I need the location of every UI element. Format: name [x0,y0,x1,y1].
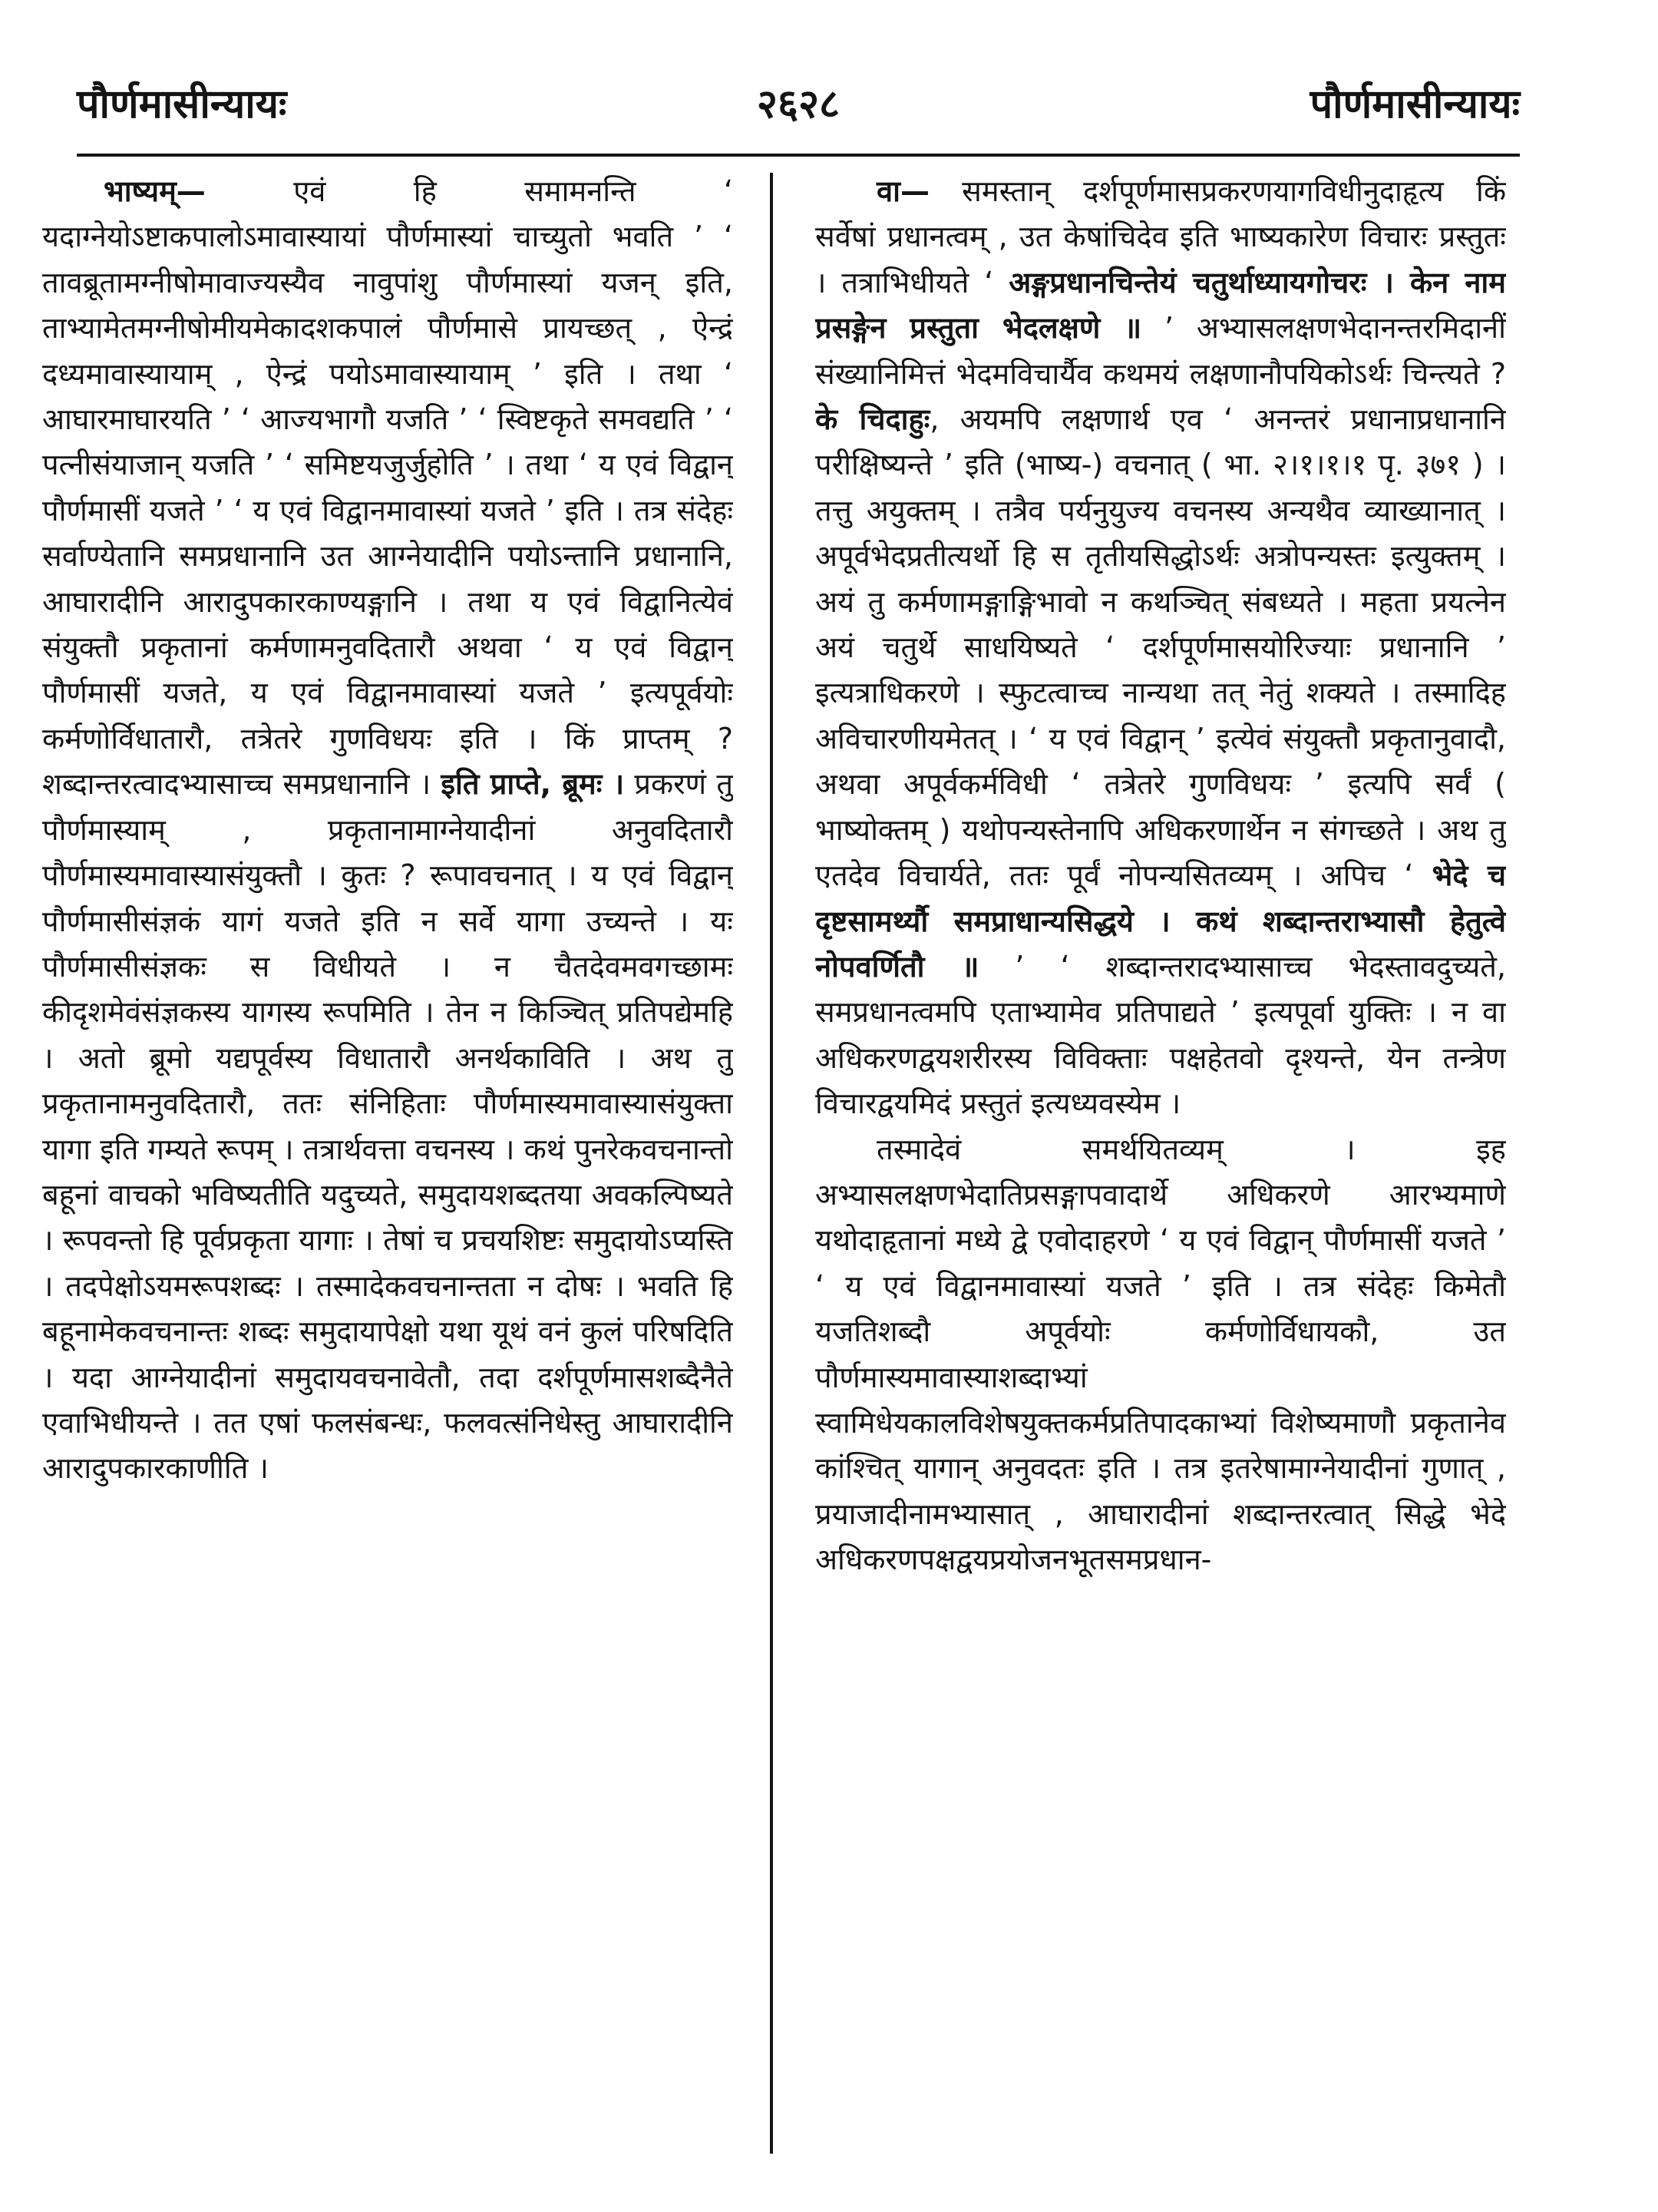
vartika-text-2: ’ अभ्यासलक्षणभेदानन्तरमिदानीं संख्यानिमित्तं भेदमविचार्यैव कथमयं लक्षणानौपयिकोऽर्थः चिन्त्यते ? [815,311,1506,391]
bhashya-text-1: एवं हि समामनन्ति ‘ यदाग्नेयोऽष्टाकपालोऽमावास्यायां पौर्णमास्यां चाच्युतो भवति ’ ‘ तावब्रूतामग्नीषोमावाज्यस्यैव नावुपांशु पौर्णमास्यां यजन् इति, ताभ्यामेतमग्नीषोमीयमेकादशकपालं पौर्णमासे प्रायच्छत् , ऐन्द्रं दध्यमावास्यायाम् , ऐन्द्रं पयोऽमावास्यायाम् ’ इति । तथा ‘ आघारमाघारयति ’ ‘ आज्यभागौ यजति ’ ‘ स्विष्टकृते समवद्यति ’ ‘ पत्नीसंयाजान् यजति ’ ‘ समिष्टयजुर्जुहोति ’ । तथा ‘ य एवं विद्वान् पौर्णमासीं यजते ’ ‘ य एवं विद्वानमावास्यां यजते ’ इति । तत्र संदेहः सर्वाण्येतानि समप्रधानानि उत आग्नेयादीनि पयोऽन्तानि प्रधानानि, आघारादीनि आरादुपकारकाण्यङ्गानि । तथा य एवं विद्वानित्येवं संयुक्तौ प्रकृतानां कर्मणामनुवदितारौ अथवा ‘ य एवं विद्वान् पौर्णमासीं यजते, य एवं विद्वानमावास्यां यजते ’ इत्यपूर्वयोः कर्मणोर्विधातारौ, तत्रेतरे गुणविधयः इति । किं प्राप्तम् ? शब्दान्तरत्वादभ्यासाच्च समप्रधानानि । [42,174,733,802]
header-rule [77,154,1520,157]
vartika-emphasis: के चिदाहुः [815,402,930,437]
vartika-lead: वा— [877,174,930,208]
running-title-left: पौर्णमासीन्यायः [77,81,287,127]
column-divider [770,173,773,2154]
vartika-paragraph [815,169,1506,1127]
left-column [42,169,733,2157]
vartika-text-1: समस्तान् दर्शपूर्णमासप्रकरणयागविधीनुदाहृत्य किं सर्वेषां प्रधानत्वम् , उत केषांचिदेव इति भाष्यकारेण विचारः प्रस्तुतः । तत्राभिधीयते ‘ [815,174,1506,299]
running-title-right: पौर्णमासीन्यायः [1310,81,1520,127]
page-number: २६२८ [756,81,841,127]
vartika-paragraph-2: तस्मादेवं समर्थयितव्यम् । इह अभ्यासलक्षणभेदातिप्रसङ्गापवादार्थे अधिकरणे आरभ्यमाणे यथोदाहृतानां मध्ये द्वे एवोदाहरणे ‘ य एवं विद्वान् पौर्णमासीं यजते ’ ‘ य एवं विद्वानमावास्यां यजते ’ इति । तत्र संदेहः किमेतौ यजतिशब्दौ अपूर्वयोः कर्मणोर्विधायकौ, उत पौर्णमास्यमावास्याशब्दाभ्यां स्वामिधेयकालविशेषयुक्तकर्मप्रतिपादकाभ्यां विशेष्यमाणौ प्रकृतानेव कांश्चित् यागान् अनुवदतः इति । तत्र इतरेषामाग्नेयादीनां गुणात् , प्रयाजादीनामभ्यासात् , आघारादीनां शब्दान्तरत्वात् सिद्धे भेदे अधिकरणपक्षद्वयप्रयोजनभूतसमप्रधान- [815,1132,1506,1577]
bhashya-emphasis: इति प्राप्ते, ब्रूमः । [441,767,625,802]
vartika-text-4: ’ ‘ शब्दान्तरादभ्यासाच्च भेदस्तावदुच्यते, समप्रधानत्वमपि एताभ्यामेव प्रतिपाद्यते ’ इत्यपूर्वा युक्तिः । न वा अधिकरणद्वयशरीरस्य विविक्ताः पक्षहेतवो दृश्यन्ते, येन तन्त्रेण विचारद्वयमिदं प्रस्तुतं इत्यध्यवस्येम । [815,949,1506,1121]
bhashya-lead: भाष्यम्— [104,174,206,208]
vartika-verse-2: भेदे च दृष्टसामर्थ्यौ समप्राधान्यसिद्धये । कथं शब्दान्तराभ्यासौ हेतुत्वे नोपवर्णितौ ॥ [815,858,1506,984]
vartika-verse-1: अङ्गप्रधानचिन्तेयं चतुर्थाध्यायगोचरः । केन नाम प्रसङ्गेन प्रस्तुता भेदलक्षणे ॥ [815,265,1506,346]
vartika-text-3: , अयमपि लक्षणार्थ एव ‘ अनन्तरं प्रधानाप्रधानानि परीक्षिष्यन्ते ’ इति (भाष्य-) वचनात् ( भा. २।१।१।१ पृ. ३७१ ) । तत्तु अयुक्तम् । तत्रैव पर्यनुयुज्य वचनस्य अन्यथैव व्याख्यानात् । अपूर्वभेदप्रतीत्यर्थो हि स तृतीयसिद्धोऽर्थः अत्रोपन्यस्तः इत्युक्तम् । अयं तु कर्मणामङ्गाङ्गिभावो न कथञ्चित् संबध्यते । महता प्रयत्नेन अयं चतुर्थे साधयिष्यते ‘ दर्शपूर्णमासयोरिज्याः प्रधानानि ’ इत्यत्राधिकरणे । स्फुटत्वाच्च नान्यथा तत् नेतुं शक्यते । तस्मादिह अविचारणीयमेतत् । ‘ य एवं विद्वान् ’ इत्येवं संयुक्तौ प्रकृतानुवादौ, अथवा अपूर्वकर्मविधी ‘ तत्रेतरे गुणविधयः ’ इत्यपि सर्वं ( भाष्योक्तम् ) यथोपन्यस्तेनापि अधिकरणार्थेन न संगच्छते । अथ तु एतदेव विचार्यते, ततः पूर्वं नोपन्यसितव्यम् । अपिच ‘ [815,402,1506,893]
right-column [815,169,1506,2157]
bhashya-text-2: प्रकरणं तु पौर्णमास्याम् , प्रकृतानामाग्नेयादीनां अनुवदितारौ पौर्णमास्यमावास्यासंयुक्तौ । कुतः ? रूपावचनात् । य एवं विद्वान् पौर्णमासीसंज्ञकं यागं यजते इति न सर्वे यागा उच्यन्ते । यः पौर्णमासीसंज्ञकः स विधीयते । न चैतदेवमवगच्छामः कीदृशमेवंसंज्ञकस्य यागस्य रूपमिति । तेन न किञ्चित् प्रतिपद्येमहि । अतो ब्रूमो यद्यपूर्वस्य विधातारौ अनर्थकाविति । अथ तु प्रकृतानामनुवदितारौ, ततः संनिहिताः पौर्णमास्यमावास्यासंयुक्ता यागा इति गम्यते रूपम् । तत्रार्थवत्ता वचनस्य । कथं पुनरेकवचनान्तो बहूनां वाचको भविष्यतीति यदुच्यते, समुदायशब्दतया अवकल्पिष्यते । रूपवन्तो हि पूर्वप्रकृता यागाः । तेषां च प्रचयशिष्टः समुदायोऽप्यस्ति । तदपेक्षोऽयमरूपशब्दः । तस्मादेकवचनान्तता न दोषः । भवति हि बहूनामेकवचनान्तः शब्दः समुदायापेक्षो यथा यूथं वनं कुलं परिषदिति । यदा आग्नेयादीनां समुदायवचनावेतौ, तदा दर्शपूर्णमासशब्दैनैते एवाभिधीयन्ते । तत एषां फलसंबन्धः, फलवत्संनिधेस्तु आघारादीनि आरादुपकारकाणीति । [42,767,733,1486]
bhashya-paragraph [42,169,733,1492]
page-header [77,74,1520,135]
